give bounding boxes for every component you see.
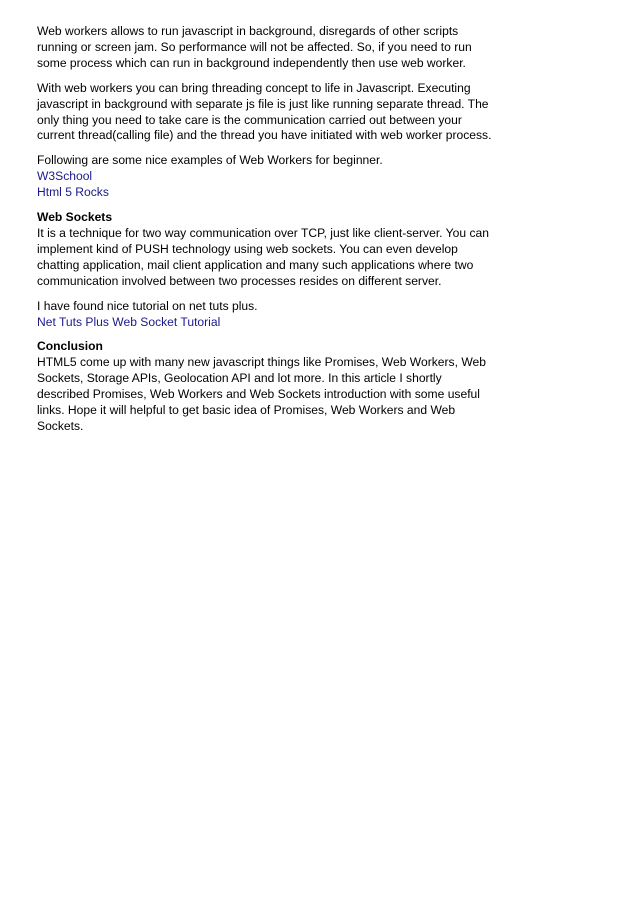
paragraph-web-workers-intro: Web workers allows to run javascript in background, disregards of other scripts running or screen jam. So performance will not be affected. So, if you need to run some process which can run in background independently then use web worker. xyxy=(37,24,472,70)
heading-web-sockets: Web Sockets xyxy=(37,210,113,225)
web-workers-examples xyxy=(37,153,492,201)
tutorial-intro: I have found nice tutorial on net tuts plus. xyxy=(37,298,258,313)
document-page xyxy=(37,24,492,444)
examples-intro: Following are some nice examples of Web Workers for beginner. xyxy=(37,153,383,168)
link-net-tuts-plus-tutorial[interactable]: Net Tuts Plus Web Socket Tutorial xyxy=(37,314,221,329)
paragraph-web-workers-threading: With web workers you can bring threading concept to life in Javascript. Executing javascript in background with separate js file is just like running separate thread. The only thing you need to take care is the communication carried out between your current thread(calling file) and the thread you have initiated with web worker process. xyxy=(37,80,492,143)
section-web-sockets xyxy=(37,210,492,290)
heading-conclusion: Conclusion xyxy=(37,339,103,354)
paragraph-conclusion: HTML5 come up with many new javascript things like Promises, Web Workers, Web Sockets, Storage APIs, Geolocation API and lot more. In this article I shortly described Promises, Web Workers and Web Sockets introduction with some useful links. Hope it will helpful to get basic idea of Promises, Web Workers and Web Sockets. xyxy=(37,355,486,433)
link-w3school[interactable]: W3School xyxy=(37,169,93,184)
section-conclusion xyxy=(37,339,492,434)
section-tutorial xyxy=(37,299,492,331)
link-html5-rocks[interactable]: Html 5 Rocks xyxy=(37,185,109,200)
paragraph-web-sockets: It is a technique for two way communication over TCP, just like client-server. You can implement kind of PUSH technology using web sockets. You can even develop chatting application, mail client application and many such applications where two communication involved between two processes resides on different server. xyxy=(37,225,489,288)
